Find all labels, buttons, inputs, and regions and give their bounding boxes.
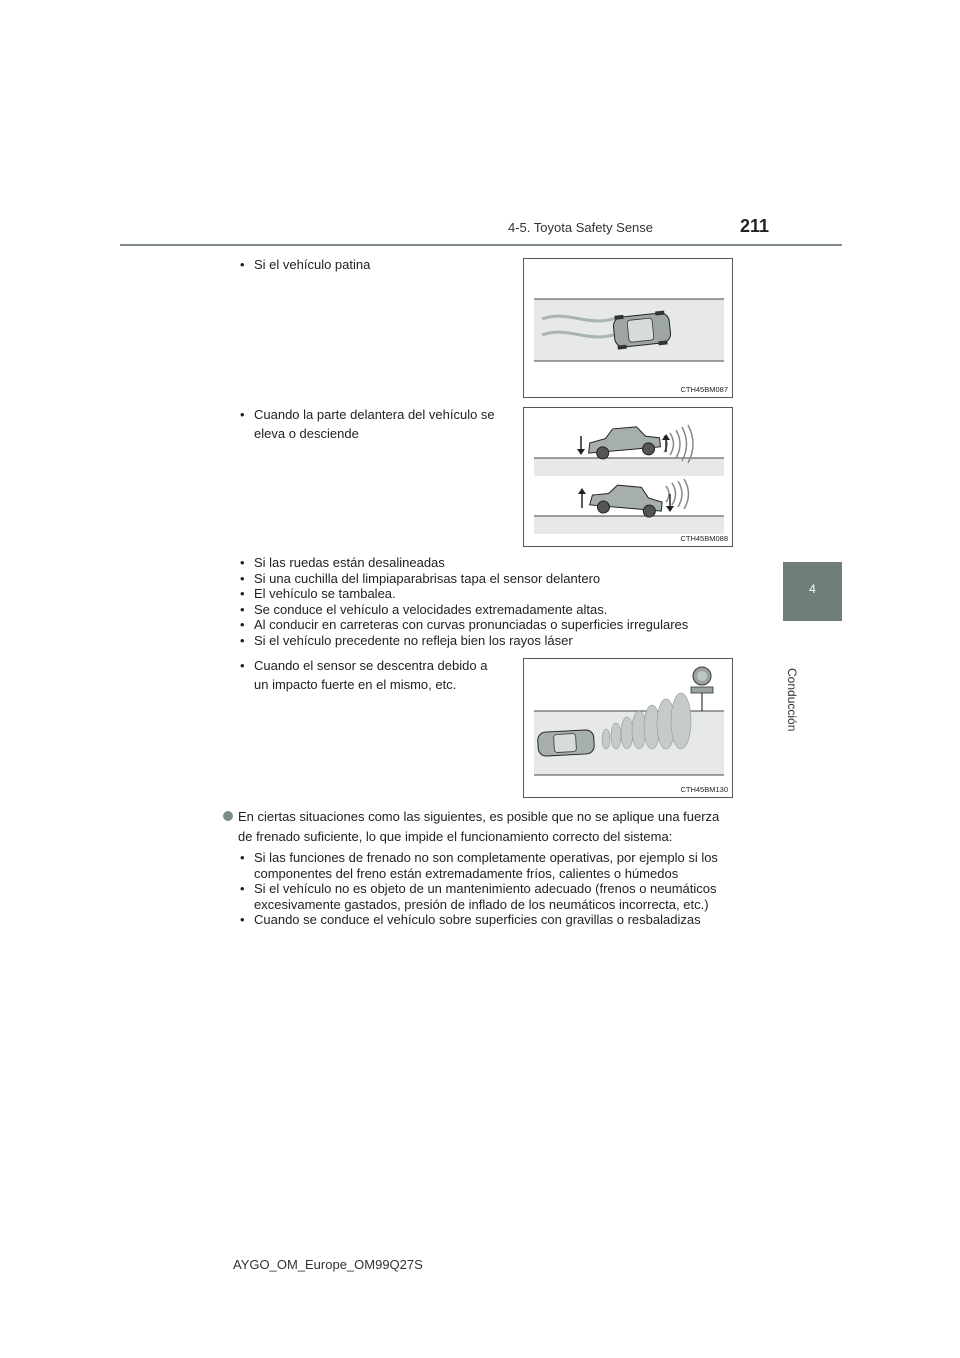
list-item	[238, 850, 778, 881]
line: Si las funciones de frenado no son completamente operativas, por ejemplo si los	[254, 850, 718, 865]
front-lift-item	[238, 405, 508, 443]
section-title: 4-5. Toyota Safety Sense	[508, 220, 654, 235]
sensor-impact-item	[238, 656, 508, 694]
line: Cuando la parte delantera del vehículo se	[254, 407, 495, 422]
line: un impacto fuerte en el mismo, etc.	[254, 677, 457, 692]
list-item: • Si una cuchilla del limpiaparabrisas tapa el sensor delantero	[238, 571, 778, 587]
list-item: • Si las ruedas están desalineadas	[238, 555, 778, 571]
chapter-number: 4	[809, 582, 816, 596]
note-bullet-icon	[223, 811, 233, 821]
list-item: • Se conduce el vehículo a velocidades extremadamente altas.	[238, 602, 778, 618]
skidding-car-illustration	[524, 259, 732, 397]
list-item	[238, 405, 508, 443]
list-item: • Si el vehículo patina	[238, 257, 508, 273]
chapter-label	[775, 668, 815, 748]
chapter-label-text: Conducción	[785, 668, 799, 732]
list-item: • Al conducir en carreteras con curvas pronunciadas o superficies irregulares	[238, 617, 778, 633]
list-item: • Si el vehículo precedente no refleja bien los rayos láser	[238, 633, 778, 649]
note-paragraph	[238, 807, 758, 847]
list-item	[238, 881, 778, 912]
figure-code: CTH45BM130	[680, 785, 728, 794]
condition-list	[238, 555, 778, 648]
line: componentes del freno están extremadamente fríos, calientes o húmedos	[254, 865, 679, 881]
line: Cuando se conduce el vehículo sobre superficies con gravillas o resbaladizas	[254, 912, 701, 927]
chapter-tab	[783, 562, 842, 621]
list-item	[238, 656, 508, 694]
skid-item	[238, 257, 508, 273]
header-divider	[120, 244, 842, 246]
line: eleva o desciende	[254, 426, 359, 441]
page-number: 211	[740, 216, 770, 236]
figure-code: CTH45BM087	[680, 385, 728, 394]
list-item: • El vehículo se tambalea.	[238, 586, 778, 602]
list-item	[238, 912, 778, 928]
misaligned-sensor-illustration	[524, 659, 732, 797]
pitching-car-illustration	[524, 408, 732, 546]
figure-code: CTH45BM088	[680, 534, 728, 543]
line: En ciertas situaciones como las siguientes, es posible que no se aplique una fuerza	[238, 809, 720, 824]
figure-skidding-car	[523, 258, 733, 398]
manual-code: AYGO_OM_Europe_OM99Q27S	[233, 1257, 423, 1272]
figure-misaligned-sensor	[523, 658, 733, 798]
note-bullet-list	[238, 850, 778, 928]
line: excesivamente gastados, presión de inflado de los neumáticos incorrecta, etc.)	[254, 896, 709, 912]
line: Si el vehículo no es objeto de un mantenimiento adecuado (frenos o neumáticos	[254, 881, 717, 896]
line: de frenado suficiente, lo que impide el funcionamiento correcto del sistema:	[238, 829, 673, 844]
line: Cuando el sensor se descentra debido a	[254, 658, 488, 673]
figure-pitching-car	[523, 407, 733, 547]
